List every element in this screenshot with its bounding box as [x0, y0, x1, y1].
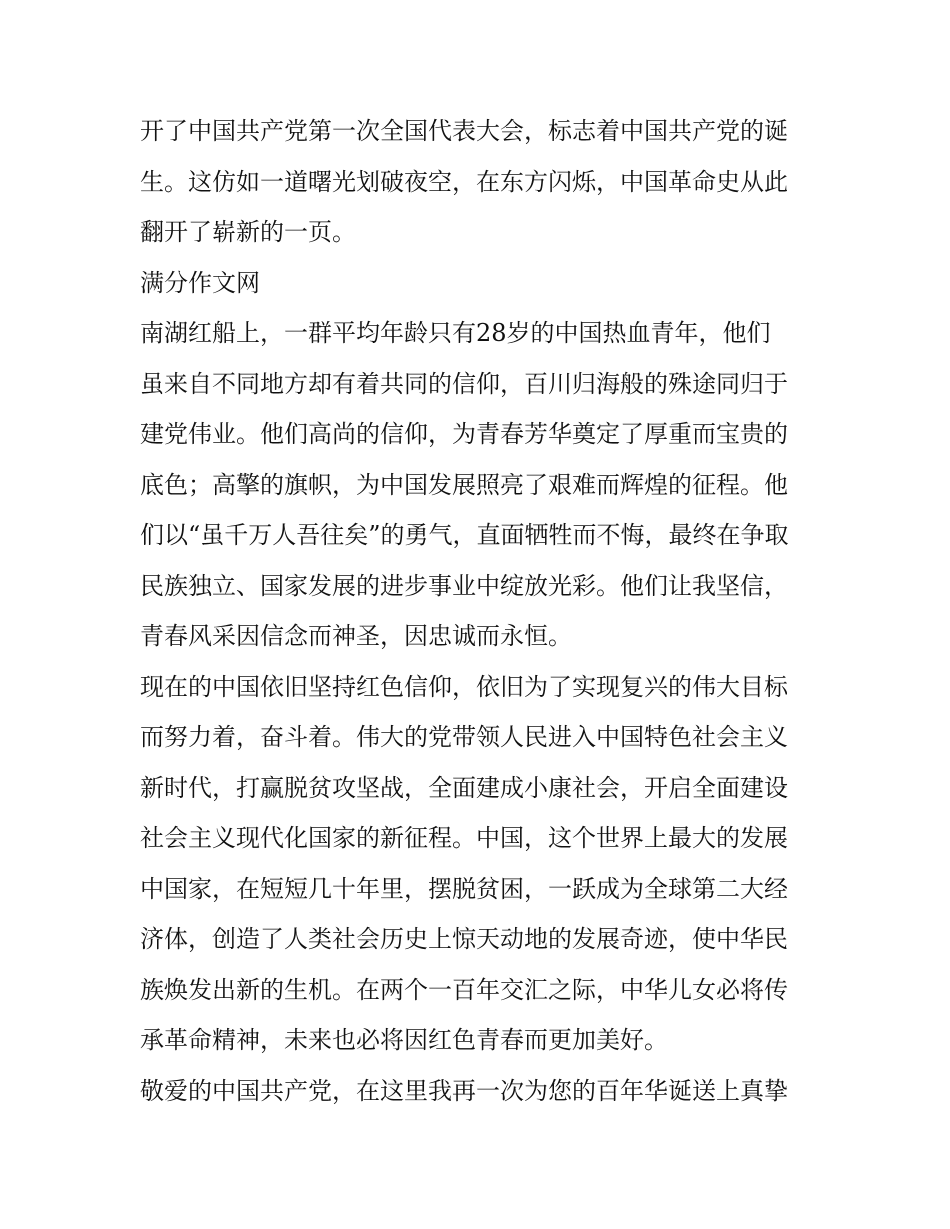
text-line: 民族独立、国家发展的进步事业中绽放光彩。他们让我坚信， — [140, 571, 788, 600]
text-line: 底色；高擎的旗帜，为中国发展照亮了艰难而辉煌的征程。他 — [140, 470, 788, 499]
text-line: 中国家，在短短几十年里，摆脱贫困，一跃成为全球第二大经 — [140, 874, 788, 903]
text-line: 现在的中国依旧坚持红色信仰，依旧为了实现复兴的伟大目标 — [140, 672, 788, 701]
text-line: 社会主义现代化国家的新征程。中国，这个世界上最大的发展 — [140, 824, 788, 852]
text-line: 济体，创造了人类社会历史上惊天动地的发展奇迹，使中华民 — [140, 925, 788, 953]
text-line: 南湖红船上，一群平均年龄只有28岁的中国热血青年，他们 — [140, 319, 771, 347]
text-line: 青春风采因信念而神圣，因忠诚而永恒。 — [140, 622, 572, 650]
text-line: 而努力着，奋斗着。伟大的党带领人民进入中国特色社会主义 — [140, 723, 788, 751]
text-line: 开了中国共产党第一次全国代表大会，标志着中国共产党的诞 — [140, 117, 788, 145]
text-line: 新时代，打赢脱贫攻坚战，全面建成小康社会，开启全面建设 — [140, 773, 788, 802]
text-line: 承革命精神，未来也必将因红色青春而更加美好。 — [140, 1026, 668, 1054]
text-line: 们以“虽千万人吾往矣”的勇气，直面牺牲而不悔，最终在争取 — [140, 521, 789, 549]
text-line: 族焕发出新的生机。在两个一百年交汇之际，中华儿女必将传 — [140, 975, 788, 1004]
source-label: 满分作文网 — [140, 268, 260, 297]
document-body — [140, 106, 812, 1116]
text-line: 建党伟业。他们高尚的信仰，为青春芳华奠定了厚重而宝贵的 — [140, 420, 788, 448]
text-line: 虽来自不同地方却有着共同的信仰，百川归海般的殊途同归于 — [140, 369, 788, 398]
text-line: 生。这仿如一道曙光划破夜空，在东方闪烁，中国革命史从此 — [140, 167, 788, 196]
text-line: 翻开了崭新的一页。 — [140, 218, 356, 246]
text-line: 敬爱的中国共产党，在这里我再一次为您的百年华诞送上真挚 — [140, 1076, 788, 1105]
